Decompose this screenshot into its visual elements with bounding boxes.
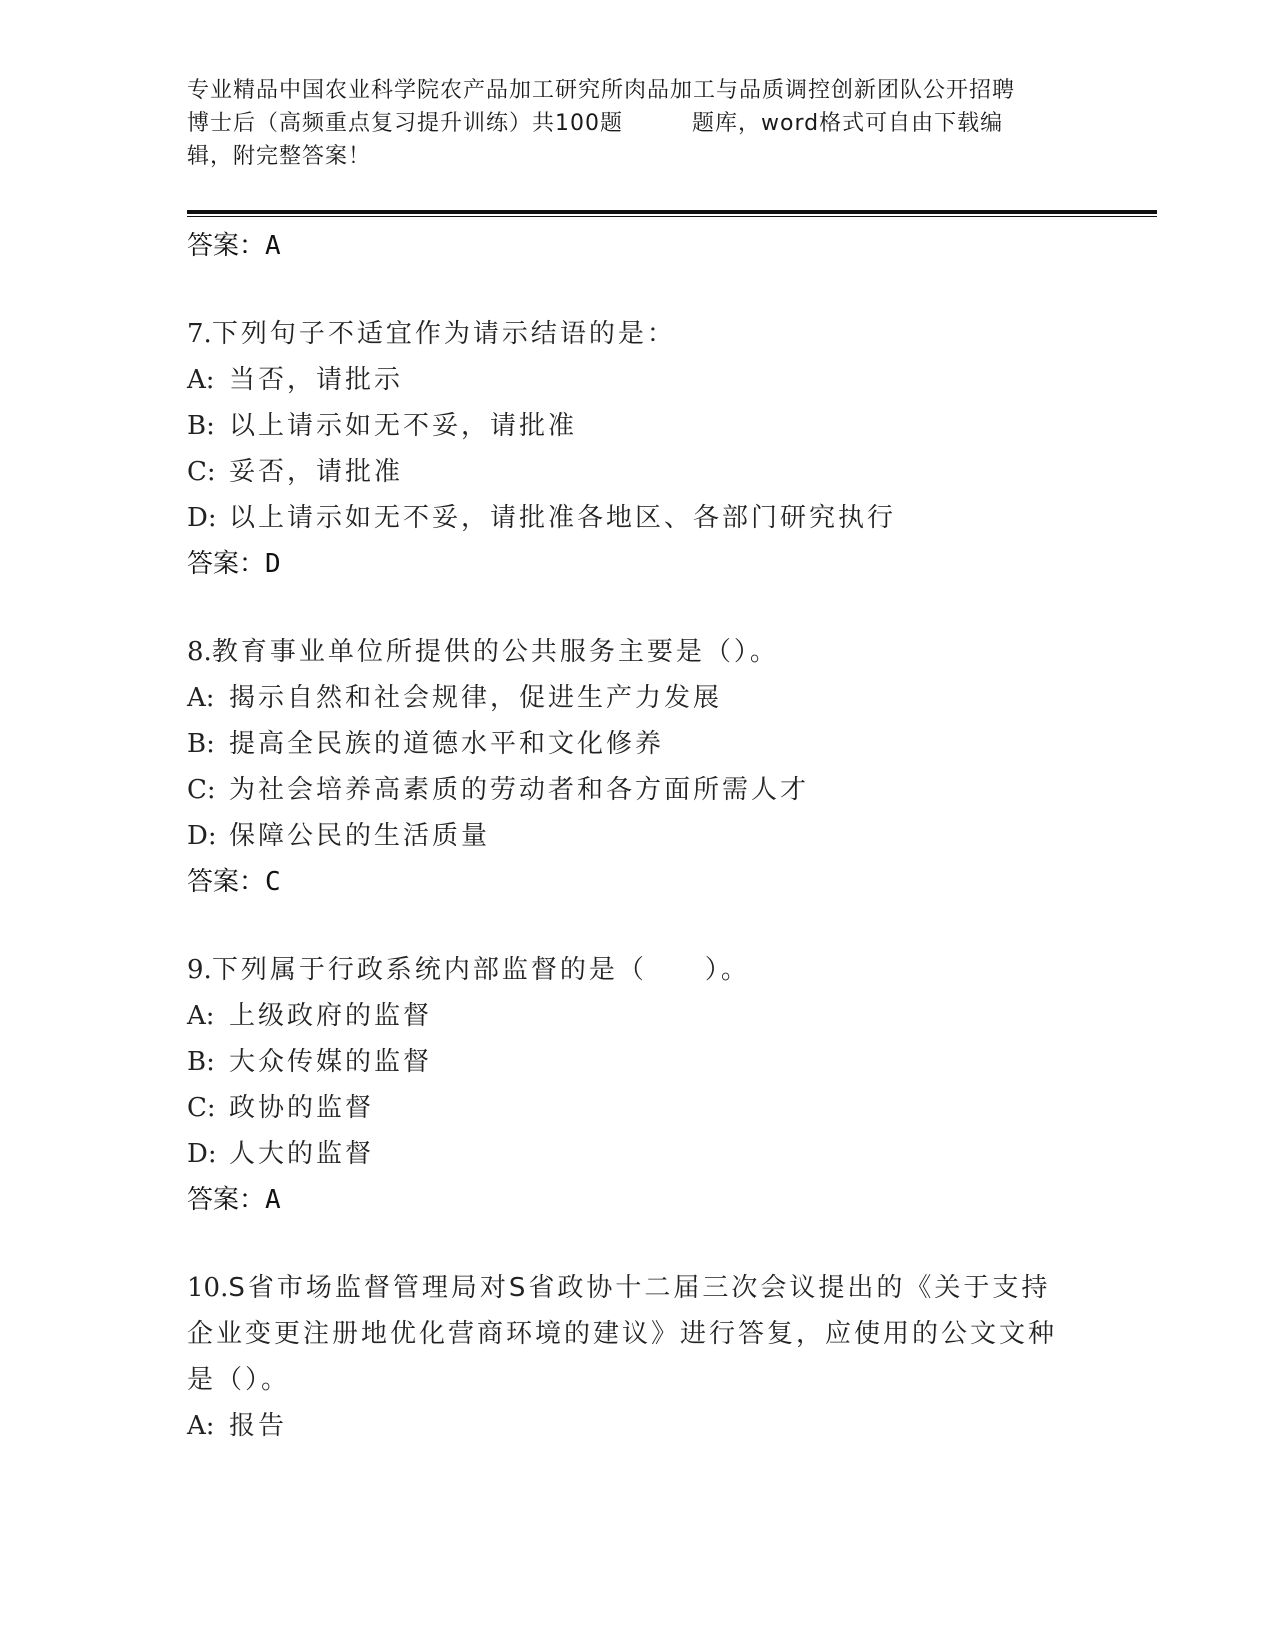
option-letter: C: xyxy=(187,775,216,805)
option-a xyxy=(187,993,1087,1039)
option-a xyxy=(187,1403,1087,1449)
answer-value: D xyxy=(265,549,281,579)
question-stem: 下列句子不适宜作为请示结语的是： xyxy=(211,319,676,349)
question-text xyxy=(187,1265,1087,1311)
document-header xyxy=(187,74,1087,173)
option-b xyxy=(187,721,1087,767)
option-letter: B: xyxy=(187,411,215,441)
answer-value: A xyxy=(265,1185,281,1215)
question-block xyxy=(187,1265,1087,1449)
option-text: 保障公民的生活质量 xyxy=(229,821,491,851)
question-text-continued: 是（）。 xyxy=(187,1365,291,1395)
answer-label: 答案： xyxy=(187,867,266,897)
answer-line xyxy=(187,223,1087,269)
question-stem: 下列属于行政系统内部监督的是（ ）。 xyxy=(211,955,750,985)
header-line: 博士后（高频重点复习提升训练）共100题 题库，word格式可自由下载编 xyxy=(187,111,1004,136)
option-text: 以上请示如无不妥，请批准 xyxy=(229,411,578,441)
option-d xyxy=(187,1131,1087,1177)
option-d xyxy=(187,813,1087,859)
option-letter: A: xyxy=(187,1411,215,1441)
question-number: 9. xyxy=(187,955,212,985)
option-a xyxy=(187,675,1087,721)
question-text xyxy=(187,947,1087,993)
option-b xyxy=(187,403,1087,449)
question-number: 8. xyxy=(187,637,212,667)
option-letter: A: xyxy=(187,683,215,713)
question-block xyxy=(187,311,1087,587)
answer-line xyxy=(187,1177,1087,1223)
option-letter: A: xyxy=(187,365,215,395)
header-line: 专业精品中国农业科学院农产品加工研究所肉品加工与品质调控创新团队公开招聘 xyxy=(187,78,1016,103)
answer-line xyxy=(187,541,1087,587)
question-text xyxy=(187,311,1087,357)
spacer xyxy=(187,587,1087,629)
header-divider-thin xyxy=(187,216,1157,217)
option-text: 大众传媒的监督 xyxy=(229,1047,433,1077)
option-letter: B: xyxy=(187,1047,215,1077)
option-a xyxy=(187,357,1087,403)
answer-label: 答案： xyxy=(187,1185,266,1215)
option-letter: D: xyxy=(187,821,217,851)
option-text: 为社会培养高素质的劳动者和各方面所需人才 xyxy=(229,775,810,805)
option-text: 政协的监督 xyxy=(229,1093,375,1123)
option-text: 上级政府的监督 xyxy=(229,1001,433,1031)
option-text: 当否，请批示 xyxy=(229,365,404,395)
option-text: 提高全民族的道德水平和文化修养 xyxy=(229,729,665,759)
answer-label: 答案： xyxy=(187,549,266,579)
question-number: 10. xyxy=(187,1273,229,1303)
option-text: 揭示自然和社会规律，促进生产力发展 xyxy=(229,683,723,713)
header-line: 辑，附完整答案！ xyxy=(187,144,372,169)
option-letter: C: xyxy=(187,1093,216,1123)
question-block xyxy=(187,947,1087,1223)
option-text: 报告 xyxy=(229,1411,288,1441)
question-stem: S省市场监督管理局对S省政协十二届三次会议提出的《关于支持 xyxy=(228,1273,1051,1303)
answer-value: A xyxy=(265,231,281,261)
option-c xyxy=(187,767,1087,813)
question-text xyxy=(187,629,1087,675)
answer-label: 答案： xyxy=(187,231,266,261)
option-letter: C: xyxy=(187,457,216,487)
question-text-continued: 企业变更注册地优化营商环境的建议》进行答复，应使用的公文文种 xyxy=(187,1319,1058,1349)
option-d xyxy=(187,495,1087,541)
header-divider-thick xyxy=(187,210,1157,214)
option-letter: A: xyxy=(187,1001,215,1031)
option-c xyxy=(187,449,1087,495)
question-list xyxy=(187,223,1087,1449)
option-letter: D: xyxy=(187,503,217,533)
option-b xyxy=(187,1039,1087,1085)
option-text: 人大的监督 xyxy=(229,1139,375,1169)
option-letter: B: xyxy=(187,729,215,759)
option-c xyxy=(187,1085,1087,1131)
option-text: 以上请示如无不妥，请批准各地区、各部门研究执行 xyxy=(229,503,897,533)
spacer xyxy=(187,269,1087,311)
question-block xyxy=(187,629,1087,905)
option-letter: D: xyxy=(187,1139,217,1169)
answer-value: C xyxy=(265,867,281,897)
spacer xyxy=(187,905,1087,947)
question-number: 7. xyxy=(187,319,212,349)
answer-line xyxy=(187,859,1087,905)
question-stem: 教育事业单位所提供的公共服务主要是（）。 xyxy=(211,637,779,667)
spacer xyxy=(187,1223,1087,1265)
option-text: 妥否，请批准 xyxy=(229,457,404,487)
